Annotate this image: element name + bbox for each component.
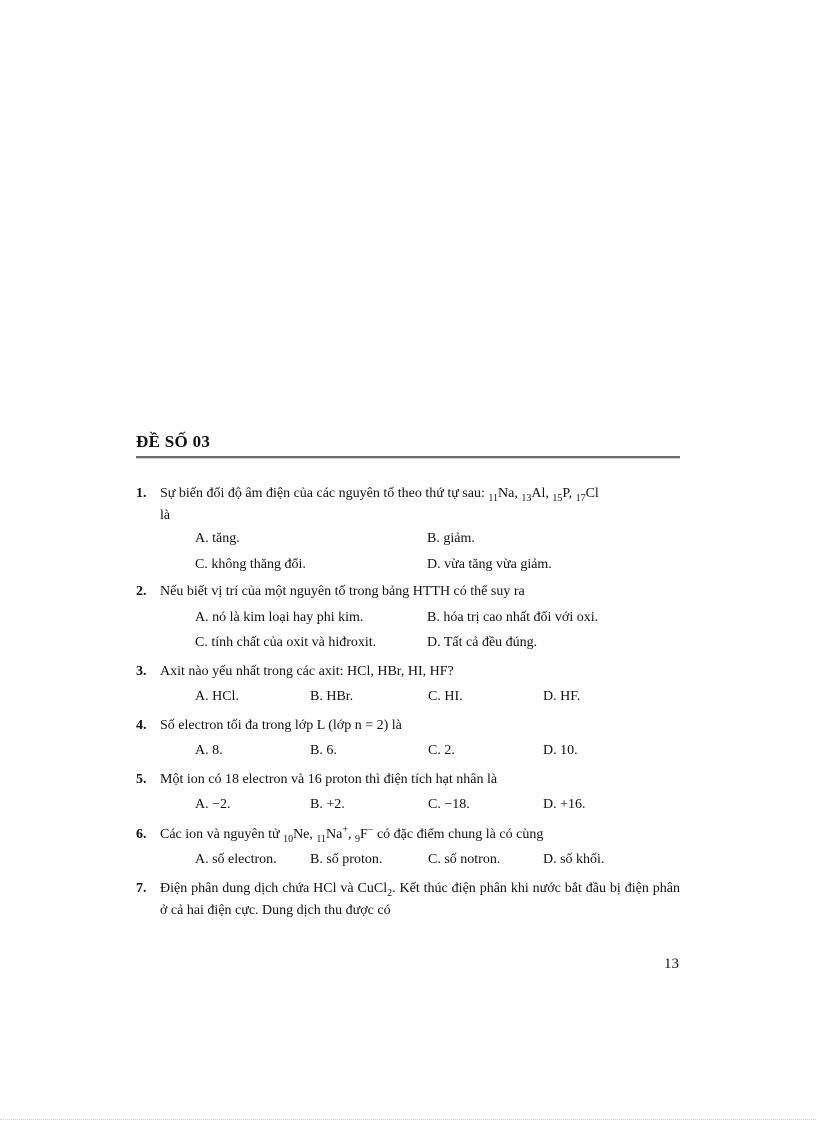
option-b: B. giảm. [427,531,475,546]
option-d: D. +16. [543,797,586,812]
option-a: A. số electron. [195,852,277,867]
question-text: Số electron tối đa trong lớp L (lớp n = 2) là [160,718,402,733]
question-number: 3. [136,664,147,679]
page-edge-divider [0,1119,816,1120]
question-text: Điện phân dung dịch chứa HCl và CuCl$_2$. Kết thúc điện phân khi nước bắt đầu bị điện phân ở cả hai điện cực. Dung dịch thu được có [160,881,680,918]
option-a: A. −2. [195,797,231,812]
question-number: 7. [136,881,147,896]
question-5 [136,769,680,791]
question-number: 5. [136,772,147,787]
option-b: B. HBr. [310,689,354,704]
question-text: Các ion và nguyên tử $_{10}$Ne, $_{11}$Na+, $_9$F− có đặc điểm chung là có cùng [160,824,544,845]
page-title: ĐỀ SỐ 03 [136,432,211,451]
option-d: D. vừa tăng vừa giảm. [427,557,552,572]
question-3 [136,661,680,683]
question-text: Nếu biết vị trí của một nguyên tố trong bảng HTTH có thể suy ra [160,584,525,599]
question-text: Một ion có 18 electron và 16 proton thì điện tích hạt nhân là [160,772,498,787]
option-d: D. HF. [543,689,581,704]
option-b: B. hóa trị cao nhất đối với oxi. [427,610,599,625]
option-c: C. −18. [428,797,470,812]
option-a: A. tăng. [195,531,240,546]
option-b: B. số proton. [310,852,383,867]
question-number: 4. [136,718,147,733]
question-text: Axit nào yếu nhất trong các axit: HCl, HBr, HI, HF? [160,664,454,679]
option-c: C. tính chất của oxit và hiđroxit. [195,635,377,650]
question-number: 2. [136,584,147,599]
question-2 [136,581,680,603]
option-c: C. HI. [428,689,463,704]
question-7 [136,878,680,922]
option-a: A. nó là kim loại hay phi kim. [195,610,364,625]
option-d: D. số khối. [543,852,605,867]
option-a: A. 8. [195,743,223,758]
question-number: 1. [136,486,147,501]
option-b: B. 6. [310,743,337,758]
option-b: B. +2. [310,797,345,812]
option-c: C. số notron. [428,852,501,867]
question-6 [136,824,680,846]
option-a: A. HCl. [195,689,239,704]
question-text: Sự biến đổi độ âm điện của các nguyên tố theo thứ tự sau: $_{11}$Na, $_{13}$Al, $_{15}$P, $_{17}$Cl là [160,486,599,523]
option-d: D. 10. [543,743,578,758]
option-c: C. không thăng đổi. [195,557,306,572]
question-4 [136,715,680,737]
option-c: C. 2. [428,743,455,758]
question-number: 6. [136,827,147,842]
question-1 [136,483,680,527]
page-number: 13 [664,956,679,972]
option-d: D. Tất cả đều đúng. [427,635,538,650]
title-divider [136,456,680,459]
